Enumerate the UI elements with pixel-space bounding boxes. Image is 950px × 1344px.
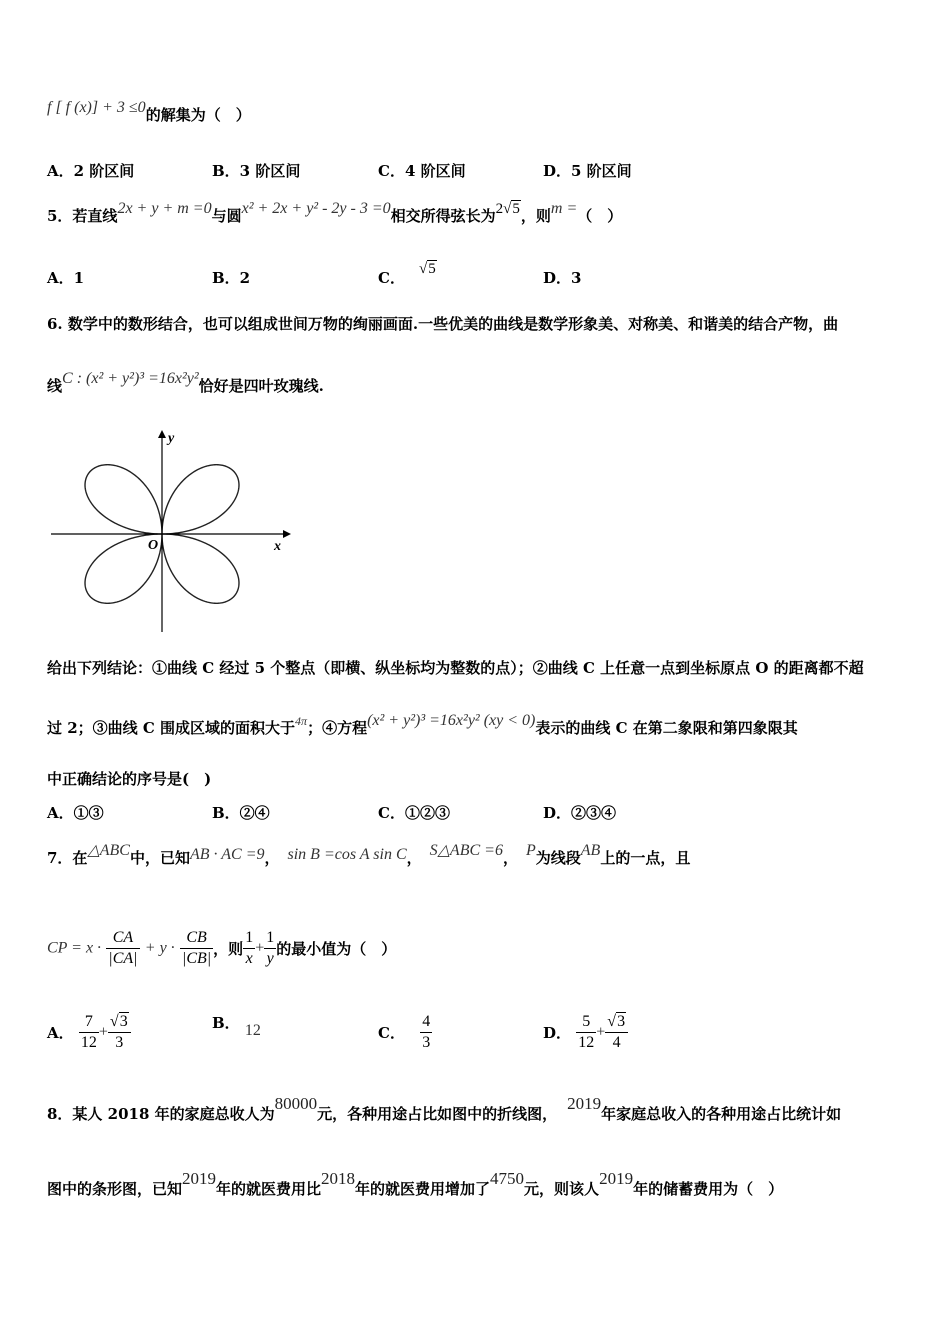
- q7-choice-a[interactable]: A． $\frac{7}{12}$ + $\frac{√3}{3}$: [47, 1012, 131, 1053]
- q5-ask: m =: [550, 200, 578, 217]
- q7-point: P: [525, 842, 536, 859]
- q7-choice-c[interactable]: C． $\frac{4}{3}$: [378, 1013, 431, 1051]
- q7-vector-dot: AB · AC =9: [189, 846, 265, 863]
- q7-cp-lhs: CP = x ·: [47, 939, 102, 957]
- q5-choice-c[interactable]: C． √5: [378, 261, 436, 287]
- q6-line-1: 6. 数学中的数形结合，也可以组成世间万物的绚丽画面.一些优美的曲线是数学形象美、对称美、和谐美的结合产物，曲: [47, 315, 839, 333]
- q7-segment: AB: [580, 842, 601, 859]
- q8-year-2018: 2018: [321, 1169, 356, 1188]
- q6-line-2: 线C : (x² + y²)³ =16x²y²恰好是四叶玫瑰线.: [47, 370, 324, 395]
- four-leaf-rose-figure: [45, 426, 295, 638]
- q5-choice-b[interactable]: B．2: [212, 269, 251, 287]
- q8-year-2019-b: 2019: [182, 1169, 217, 1188]
- q6-area-expr: 4π: [295, 714, 308, 728]
- q8-income: 80000: [274, 1094, 318, 1113]
- q7-triangle: △ABC: [87, 842, 130, 859]
- q5-number: 5．若直线: [47, 207, 118, 225]
- q7-plus-sign: +: [255, 939, 265, 957]
- q6-equation-4: (x² + y²)³ =16x²y² (xy < 0): [367, 712, 536, 729]
- q8-increase: 4750: [490, 1169, 525, 1188]
- x-axis-label: x: [274, 539, 281, 554]
- q4-tail-text: 的解集为（ ）: [145, 106, 251, 124]
- q7-plus-y: + y ·: [144, 939, 175, 957]
- q7-choice-d[interactable]: D． $\frac{5}{12}$ + $\frac{√3}{4}$: [543, 1012, 628, 1053]
- q7-stem-line-2: CP = x · $\frac{CA}{|CA|}$ + y · $\frac{CB}{|CB|}$ ，则 $\frac{1}{x}$ + $\frac{1}{y}$ 的最小值为（ ）: [47, 929, 397, 967]
- q5-circle-equation: x² + 2x + y² - 2y - 3 =0: [241, 200, 391, 217]
- q5-choice-a[interactable]: A．1: [47, 269, 85, 287]
- q4-tail-line: [47, 99, 910, 125]
- q7-stem-line-1: 7．在△ABC中，已知AB · AC =9， sin B =cos A sin C， S△ABC =6， P为线段AB上的一点，且: [47, 842, 691, 867]
- q6-choice-a[interactable]: A．①③: [47, 804, 104, 822]
- q8-line-1: 8．某人 2018 年的家庭总收人为80000元，各种用途占比如图中的折线图，2019年家庭总收入的各种用途占比统计如: [47, 1094, 842, 1123]
- q5-text-3: ，则: [520, 207, 551, 225]
- q8-year-2019-c: 2019: [599, 1169, 634, 1188]
- q8-year-2019-a: 2019: [567, 1094, 602, 1113]
- q5-choice-c-math: √5: [418, 261, 436, 277]
- y-axis-arrow-icon: [158, 430, 166, 438]
- q6-curve-equation: C : (x² + y²)³ =16x²y²: [62, 370, 199, 387]
- q7-one-over-x: $\frac{1}{x}$: [245, 929, 254, 967]
- q6-statements-line-2: 过 2；③曲线 C 围成区域的面积大于$^{4\pi}$；④方程(x² + y²)³ =16x²y² (xy < 0)表示的曲线 C 在第二象限和第四象限其: [47, 712, 798, 737]
- q7-choice-b[interactable]: B． 12: [212, 1014, 261, 1039]
- q4-choice-b[interactable]: B．3 阶区间: [212, 162, 301, 180]
- q6-statements-line-1: 给出下列结论：①曲线 C 经过 5 个整点（即横、纵坐标均为整数的点）；②曲线 C 上任意一点到坐标原点 O 的距离都不超: [47, 659, 864, 677]
- q5-chord-length: 2√5: [495, 201, 520, 217]
- q5-tail: （ ）: [577, 207, 623, 225]
- q7-ca-unit-vector: $\frac{CA}{|CA|}$: [108, 929, 138, 967]
- origin-label: O: [148, 538, 159, 553]
- q8-line-2: 图中的条形图，已知2019年的就医费用比2018年的就医费用增加了4750元，则该人2019年的储蓄费用为（ ）: [47, 1169, 784, 1198]
- q7-trig-relation: sin B =cos A sin C: [287, 846, 407, 863]
- q7-number: 7．在: [47, 849, 88, 867]
- q4-choice-a[interactable]: A．2 阶区间: [47, 162, 135, 180]
- x-axis-arrow-icon: [283, 530, 291, 538]
- q6-statements-line-3: 中正确结论的序号是( ): [47, 770, 212, 788]
- y-axis-label: y: [168, 431, 175, 446]
- q7-one-over-y: $\frac{1}{y}$: [266, 929, 275, 967]
- q7-area: S△ABC =6: [429, 842, 503, 859]
- q5-choice-d[interactable]: D．3: [543, 269, 582, 287]
- q4-choice-d[interactable]: D．5 阶区间: [543, 162, 632, 180]
- q6-choice-d[interactable]: D．②③④: [543, 804, 617, 822]
- q7-cb-unit-vector: $\frac{CB}{|CB|}$: [181, 929, 212, 967]
- q5-line-equation: 2x + y + m =0: [117, 200, 212, 217]
- q6-choice-b[interactable]: B．②④: [212, 804, 270, 822]
- q5-text-2: 相交所得弦长为: [390, 207, 496, 225]
- q5-stem: [47, 200, 910, 226]
- q5-text-1: 与圆: [211, 207, 242, 225]
- q4-inequality: f [ f (x)] + 3 ≤0: [47, 99, 146, 116]
- q4-choice-c[interactable]: C．4 阶区间: [378, 162, 466, 180]
- q6-choice-c[interactable]: C．①②③: [378, 804, 450, 822]
